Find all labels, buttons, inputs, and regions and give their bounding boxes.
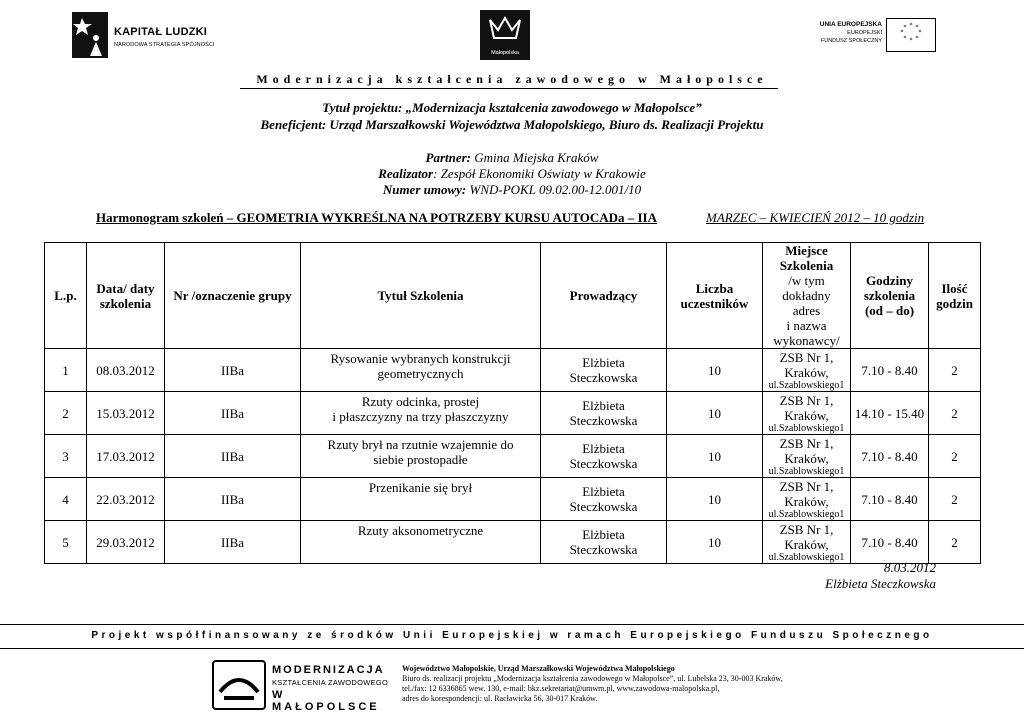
header-place-line1: Miejsce bbox=[785, 243, 828, 258]
eu-line1: UNIA EUROPEJSKA bbox=[819, 21, 882, 28]
cell-place-line3: ul.Szablowskiego1 bbox=[768, 551, 845, 563]
svg-text:*: * bbox=[903, 24, 907, 31]
svg-text:*: * bbox=[909, 22, 913, 29]
cell-group: IIBa bbox=[165, 435, 301, 478]
cell-place bbox=[763, 435, 851, 478]
cell-title-line2: siebie prostopadłe bbox=[373, 452, 468, 467]
modernizacja-word1: MODERNIZACJA bbox=[272, 664, 385, 676]
cell-hours: 7.10 - 8.40 bbox=[851, 521, 929, 564]
cell-place-line1: ZSB Nr 1, bbox=[779, 349, 834, 365]
cell-place-line2: Kraków, bbox=[784, 536, 829, 552]
header-group: Nr /oznaczenie grupy bbox=[165, 243, 301, 349]
cell-title bbox=[301, 349, 541, 392]
cell-place-line2: Kraków, bbox=[784, 493, 829, 509]
header-hours-line1: Godziny bbox=[866, 273, 913, 288]
program-spaced-title: Modernizacja kształcenia zawodowego w Małopolsce bbox=[256, 72, 768, 86]
partner-value: Gmina Miejska Kraków bbox=[471, 150, 599, 165]
cell-qty: 2 bbox=[929, 392, 981, 435]
beneficiary-line bbox=[0, 117, 1024, 133]
header-qty bbox=[929, 243, 981, 349]
cell-place-line2: Kraków, bbox=[784, 364, 829, 380]
cell-trainer-first: Elżbieta bbox=[582, 441, 625, 456]
cell-place bbox=[763, 349, 851, 392]
realizator-value: : Zespół Ekonomiki Oświaty w Krakowie bbox=[433, 166, 646, 181]
cell-trainer-first: Elżbieta bbox=[582, 398, 625, 413]
cell-lp: 4 bbox=[45, 478, 87, 521]
cell-place bbox=[763, 478, 851, 521]
cell-place bbox=[763, 521, 851, 564]
cell-date: 29.03.2012 bbox=[87, 521, 165, 564]
cell-group: IIBa bbox=[165, 478, 301, 521]
cell-trainer-last: Steczkowska bbox=[569, 542, 638, 557]
cell-count: 10 bbox=[667, 435, 763, 478]
realizator-label: Realizator bbox=[378, 166, 434, 181]
header-place-line4: adres bbox=[792, 303, 821, 318]
cell-lp: 1 bbox=[45, 349, 87, 392]
header-trainer: Prowadzący bbox=[541, 243, 667, 349]
malopolska-logo bbox=[480, 10, 530, 60]
eu-flag-icon bbox=[886, 18, 936, 52]
svg-text:*: * bbox=[915, 24, 919, 31]
cell-place-line2: Kraków, bbox=[784, 450, 829, 466]
footer-address-line4: adres do korespondencji: ul. Racławicka 56, 30-017 Kraków. bbox=[402, 694, 598, 703]
footer-divider-top bbox=[0, 624, 1024, 625]
kapital-ludzki-logo bbox=[72, 12, 232, 58]
header-qty-line2: godzin bbox=[936, 295, 973, 311]
cell-qty: 2 bbox=[929, 435, 981, 478]
project-title-label: Tytuł projektu: bbox=[322, 100, 403, 115]
header-date-line1: Data/ daty bbox=[96, 280, 155, 296]
header-count-line1: Liczba bbox=[695, 280, 734, 296]
cell-lp: 2 bbox=[45, 392, 87, 435]
cell-title-line1: Rzuty odcinka, prostej bbox=[361, 394, 480, 409]
svg-text:*: * bbox=[918, 29, 922, 36]
header-hours-line3: (od – do) bbox=[864, 303, 915, 318]
cell-trainer bbox=[541, 392, 667, 435]
cell-title bbox=[301, 392, 541, 435]
cell-count: 10 bbox=[667, 521, 763, 564]
cell-place-line1: ZSB Nr 1, bbox=[779, 478, 834, 494]
cell-trainer-first: Elżbieta bbox=[582, 527, 625, 542]
kapital-ludzki-name: KAPITAŁ LUDZKI bbox=[114, 26, 208, 38]
cell-count: 10 bbox=[667, 478, 763, 521]
header-title: Tytuł Szkolenia bbox=[301, 243, 541, 349]
header-qty-line1: Ilość bbox=[941, 280, 968, 296]
cell-trainer bbox=[541, 435, 667, 478]
header-hours bbox=[851, 243, 929, 349]
kapital-ludzki-emblem-icon bbox=[72, 12, 108, 58]
realizator-line bbox=[0, 166, 1024, 182]
cell-qty: 2 bbox=[929, 478, 981, 521]
header-hours-line2: szkolenia bbox=[863, 288, 916, 303]
contract-label: Numer umowy: bbox=[382, 182, 467, 197]
signature-block bbox=[825, 560, 936, 592]
cell-lp: 3 bbox=[45, 435, 87, 478]
cell-date: 08.03.2012 bbox=[87, 349, 165, 392]
project-title-value: „Modernizacja kształcenia zawodowego w Małopolsce” bbox=[402, 100, 702, 115]
footer-address-line1: Województwo Małopolskie, Urząd Marszałkowski Województwa Małopolskiego bbox=[402, 664, 675, 673]
header-place-line5: i nazwa bbox=[786, 318, 827, 333]
footer-address-line2: Biuro ds. realizacji projektu „Modernizacja kształcenia zawodowego w Małopolsce”, ul. Lubelska 23, 30-003 Kraków, bbox=[402, 674, 783, 683]
cell-trainer-first: Elżbieta bbox=[582, 355, 625, 370]
cell-trainer-last: Steczkowska bbox=[569, 413, 638, 428]
modernizacja-emblem-icon bbox=[212, 660, 266, 710]
malopolska-crown-icon bbox=[480, 10, 530, 50]
cell-place-line3: ul.Szablowskiego1 bbox=[768, 465, 845, 477]
project-title-line bbox=[0, 100, 1024, 116]
cell-place-line3: ul.Szablowskiego1 bbox=[768, 422, 845, 434]
cell-place-line2: Kraków, bbox=[784, 407, 829, 423]
schedule-heading: Harmonogram szkoleń – GEOMETRIA WYKREŚLNA NA POTRZEBY KURSU AUTOCADa – IIA bbox=[96, 210, 657, 225]
header-place bbox=[763, 243, 851, 349]
footer-address bbox=[402, 664, 783, 704]
kapital-ludzki-subtitle: NARODOWA STRATEGIA SPÓJNOŚCI bbox=[114, 42, 215, 48]
cofinanced-text: Projekt współfinansowany ze środków Unii Europejskiej w ramach Europejskiego Funduszu Społecznego bbox=[91, 630, 933, 641]
svg-text:*: * bbox=[915, 35, 919, 42]
modernizacja-word3: W MAŁOPOLSCE bbox=[272, 689, 380, 713]
cell-place-line3: ul.Szablowskiego1 bbox=[768, 379, 845, 391]
malopolska-label: Małopolska bbox=[491, 50, 519, 56]
header-divider bbox=[240, 88, 778, 89]
cell-qty: 2 bbox=[929, 349, 981, 392]
signature-date: 8.03.2012 bbox=[884, 560, 936, 575]
cell-group: IIBa bbox=[165, 349, 301, 392]
table-row bbox=[45, 521, 981, 564]
cell-title bbox=[301, 521, 541, 564]
header-date bbox=[87, 243, 165, 349]
cell-hours: 7.10 - 8.40 bbox=[851, 478, 929, 521]
table-row bbox=[45, 349, 981, 392]
footer-divider-bottom bbox=[0, 648, 1024, 649]
cell-trainer-last: Steczkowska bbox=[569, 370, 638, 385]
header-count-line2: uczestników bbox=[680, 295, 749, 311]
svg-text:*: * bbox=[900, 29, 904, 36]
svg-text:*: * bbox=[903, 35, 907, 42]
cell-place-line3: ul.Szablowskiego1 bbox=[768, 508, 845, 520]
cell-trainer-last: Steczkowska bbox=[569, 499, 638, 514]
cell-date: 17.03.2012 bbox=[87, 435, 165, 478]
cell-trainer bbox=[541, 349, 667, 392]
header-place-line6: wykonawcy/ bbox=[773, 333, 840, 348]
header-lp: L.p. bbox=[45, 243, 87, 349]
table-row bbox=[45, 392, 981, 435]
beneficiary-label: Beneficjent: bbox=[260, 117, 327, 132]
cell-qty: 2 bbox=[929, 521, 981, 564]
contract-line bbox=[0, 182, 1024, 198]
schedule-table bbox=[44, 242, 981, 564]
cell-group: IIBa bbox=[165, 521, 301, 564]
cell-place-line1: ZSB Nr 1, bbox=[779, 521, 834, 537]
cell-hours: 7.10 - 8.40 bbox=[851, 349, 929, 392]
eu-line3: FUNDUSZ SPOŁECZNY bbox=[820, 38, 882, 44]
modernizacja-word2: KSZTAŁCENIA ZAWODOWEGO bbox=[272, 678, 389, 687]
cell-title-line1: Przenikanie się brył bbox=[368, 480, 473, 495]
eu-logo bbox=[780, 18, 940, 54]
cell-title-line1: Rzuty brył na rzutnie wzajemnie do bbox=[327, 437, 514, 452]
cell-title bbox=[301, 435, 541, 478]
modernizacja-words bbox=[272, 664, 392, 713]
table-row bbox=[45, 435, 981, 478]
eu-text bbox=[820, 21, 882, 45]
beneficiary-value: Urząd Marszałkowski Województwa Małopolskiego, Biuro ds. Realizacji Projektu bbox=[326, 117, 764, 132]
table-row bbox=[45, 478, 981, 521]
cell-place bbox=[763, 392, 851, 435]
eu-line2: EUROPEJSKI bbox=[847, 30, 882, 36]
cell-count: 10 bbox=[667, 392, 763, 435]
cell-title-line2: geometrycznych bbox=[377, 366, 464, 381]
cell-count: 10 bbox=[667, 349, 763, 392]
cell-trainer bbox=[541, 521, 667, 564]
header-date-line2: szkolenia bbox=[99, 295, 152, 311]
cell-title-line1: Rysowanie wybranych konstrukcji bbox=[330, 351, 511, 366]
cell-date: 22.03.2012 bbox=[87, 478, 165, 521]
partner-label: Partner: bbox=[425, 150, 472, 165]
cell-date: 15.03.2012 bbox=[87, 392, 165, 435]
header-place-line2: Szkolenia bbox=[779, 258, 834, 273]
cell-title bbox=[301, 478, 541, 521]
footer-address-line3: tel./fax: 12 6336865 wew. 130, e-mail: bkz.sekretariat@umwm.pl, www.zawodowa-malopolska.pl, bbox=[402, 684, 720, 693]
table-header-row bbox=[45, 243, 981, 349]
cell-place-line1: ZSB Nr 1, bbox=[779, 392, 834, 408]
schedule-period: MARZEC – KWIECIEŃ 2012 – 10 godzin bbox=[706, 210, 925, 225]
cell-trainer-last: Steczkowska bbox=[569, 456, 638, 471]
cell-lp: 5 bbox=[45, 521, 87, 564]
cell-title-line1: Rzuty aksonometryczne bbox=[357, 523, 484, 538]
contract-value: WND-POKL 09.02.00-12.001/10 bbox=[466, 182, 642, 197]
cell-hours: 14.10 - 15.40 bbox=[851, 392, 929, 435]
modernizacja-logo bbox=[212, 660, 392, 713]
header-count bbox=[667, 243, 763, 349]
partner-line bbox=[0, 150, 1024, 166]
cell-hours: 7.10 - 8.40 bbox=[851, 435, 929, 478]
signature-name: Elżbieta Steczkowska bbox=[825, 576, 936, 591]
cell-trainer-first: Elżbieta bbox=[582, 484, 625, 499]
cell-title-line2: i płaszczyzny na trzy płaszczyzny bbox=[332, 409, 509, 424]
cell-group: IIBa bbox=[165, 392, 301, 435]
cell-trainer bbox=[541, 478, 667, 521]
cell-place-line1: ZSB Nr 1, bbox=[779, 435, 834, 451]
header-place-line3: /w tym dokładny bbox=[782, 273, 831, 303]
svg-text:*: * bbox=[909, 37, 913, 44]
